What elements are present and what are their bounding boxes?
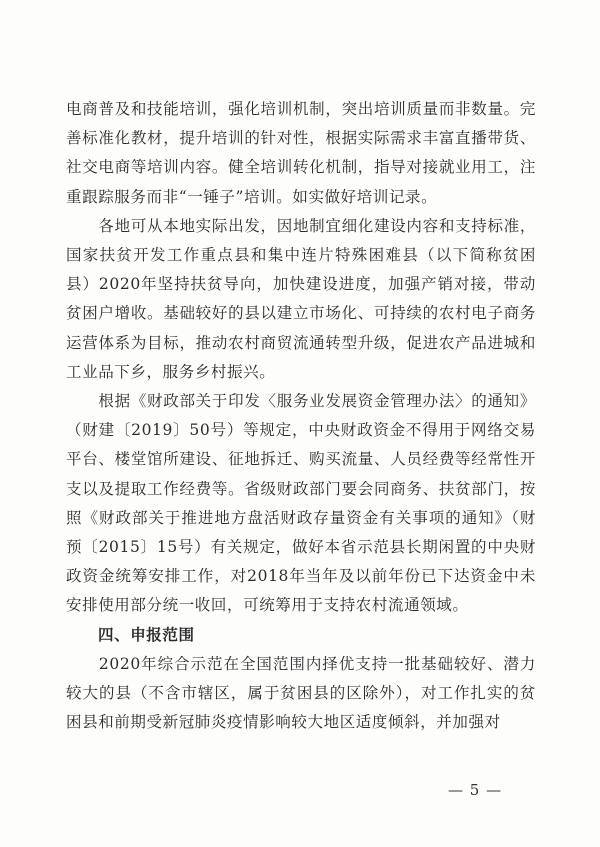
document-body (66, 95, 536, 737)
paragraph-fund-rules: 根据《财政部关于印发〈服务业发展资金管理办法〉的通知》（财建〔2019〕50号）等规定，中央财政资金不得用于网络交易平台、楼堂馆所建设、征地拆迁、购买流量、人员经费等经常性开支以及提取工作经费等。省级财政部门要会同商务、扶贫部门，按照《财政部关于推进地方盘活财政存量资金有关事项的通知》（财预〔2015〕15号）有关规定，做好本省示范县长期闲置的中央财政资金统筹安排工作，对2018年当年及以前年份已下达资金中未安排使用部分统一收回，可统筹用于支持农村流通领域。 (66, 392, 536, 615)
paragraph-local-standards: 各地可从本地实际出发，因地制宜细化建设内容和支持标准，国家扶贫开发工作重点县和集中连片特殊困难县（以下简称贫困县）2020年坚持扶贫导向，加快建设进度，加强产销对接，带动贫困户增收。基础较好的县以建立市场化、可持续的农村电子商务运营体系为目标，推动农村商贸流通转型升级，促进农产品进城和工业品下乡，服务乡村振兴。 (66, 216, 536, 381)
paragraph-application-scope: 2020年综合示范在全国范围内择优支持一批基础较好、潜力较大的县（不含市辖区，属于贫困县的区除外），对工作扎实的贫困县和前期受新冠肺炎疫情影响较大地区适度倾斜，并加强对 (66, 654, 536, 732)
paragraph-training: 电商普及和技能培训，强化培训机制，突出培训质量而非数量。完善标准化教材，提升培训的针对性，根据实际需求丰富直播带货、社交电商等培训内容。健全培训转化机制，指导对接就业用工，注重跟踪服务而非“一锤子”培训。如实做好培训记录。 (66, 100, 536, 206)
page-number: — 5 — (448, 781, 503, 799)
section-heading: 四、申报范围 (98, 625, 195, 644)
